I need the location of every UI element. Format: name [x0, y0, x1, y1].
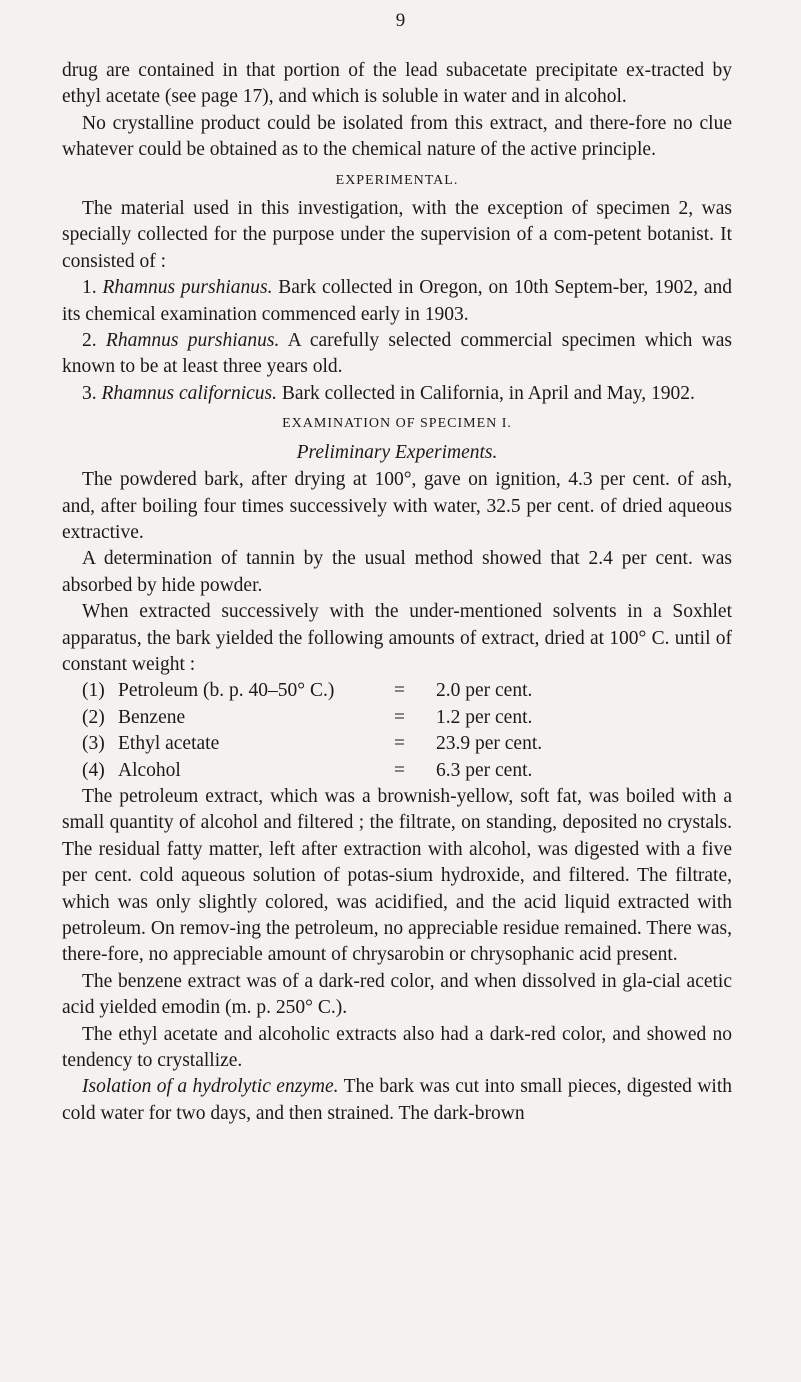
section-run-in-title: Isolation of a hydrolytic enzyme. — [82, 1076, 339, 1098]
yield-row — [82, 678, 542, 704]
yield-equals: = — [394, 680, 405, 702]
paragraph-soxhlet: When extracted successively with the under-mentioned solvents in a Soxhlet apparatus, the bark yielded the following amounts of extract, dried at 100° C. until of constant weight : — [62, 601, 732, 675]
extract-yields-table — [82, 678, 542, 784]
specimen-description: A carefully selected commercial specimen which was known to be at least three years old. — [62, 330, 732, 378]
specimen-description: Bark collected in Oregon, on 10th Septem-ber, 1902, and its chemical examination commenced early in 1903. — [62, 277, 732, 325]
paragraph-no-crystalline: No crystalline product could be isolated from this extract, and there-fore no clue whatever could be obtained as to the chemical nature of the active principle. — [62, 112, 732, 161]
heading-examination-specimen: EXAMINATION OF SPECIMEN I. — [282, 416, 512, 432]
yield-value: 1.2 per cent. — [436, 706, 533, 728]
yield-solvent: Petroleum (b. p. 40–50° C.) — [118, 680, 335, 702]
yield-number: (1) — [82, 680, 105, 702]
yield-solvent: Benzene — [118, 706, 186, 728]
subheading-preliminary: Preliminary Experiments. — [296, 441, 498, 463]
yield-equals: = — [394, 759, 405, 781]
body-text — [62, 58, 732, 1127]
yield-number: (3) — [82, 733, 105, 755]
yield-number: (2) — [82, 706, 105, 728]
yield-row — [82, 758, 542, 784]
paragraph-hydrolytic-enzyme — [62, 1074, 732, 1127]
specimen-number: 1. — [82, 277, 97, 299]
specimen-species: Rhamnus purshianus. — [102, 277, 273, 299]
paragraph-tannin: A determination of tannin by the usual method showed that 2.4 per cent. was absorbed by hide powder. — [62, 548, 732, 596]
yield-value: 6.3 per cent. — [436, 759, 533, 781]
specimen-number: 3. — [82, 382, 97, 404]
paragraph-material: The material used in this investigation, with the exception of specimen 2, was specially collected for the purpose under the supervision of a com-petent botanist. It consisted of : — [62, 198, 732, 272]
specimen-item-3 — [62, 381, 732, 407]
yield-number: (4) — [82, 759, 105, 781]
yield-solvent: Alcohol — [118, 759, 181, 781]
specimen-item-2 — [62, 328, 732, 381]
page-number: 9 — [395, 10, 406, 31]
specimen-number: 2. — [82, 330, 97, 352]
yield-value: 23.9 per cent. — [436, 733, 543, 755]
section-run-in-text: The bark was cut into small pieces, digested with cold water for two days, and then strained. The dark-brown — [62, 1076, 732, 1124]
specimen-item-1 — [62, 275, 732, 328]
paragraph-benzene-extract: The benzene extract was of a dark-red color, and when dissolved in gla-cial acetic acid yielded emodin (m. p. 250° C.). — [62, 970, 732, 1019]
specimen-description: Bark collected in California, in April and May, 1902. — [281, 382, 695, 404]
yield-row — [82, 731, 542, 757]
yield-solvent: Ethyl acetate — [118, 733, 220, 755]
paragraph-continuation: drug are contained in that portion of the lead subacetate precipitate ex-tracted by ethyl acetate (see page 17), and which is soluble in water and in alcohol. — [62, 60, 732, 108]
paragraph-petroleum-extract: The petroleum extract, which was a brownish-yellow, soft fat, was boiled with a small quantity of alcohol and filtered ; the filtrate, on standing, deposited no crystals. The residual fatty matter, left after extraction with alcohol, was digested with a five per cent. cold aqueous solution of potas-sium hydroxide, and filtered. The filtrate, which was only slightly colored, was acidified, and the acid liquid extracted with petroleum. On remov-ing the petroleum, no appreciable residue remained. There was, there-fore, no appreciable amount of chrysarobin or chrysophanic acid present. — [62, 785, 732, 966]
specimen-species: Rhamnus purshianus. — [105, 330, 280, 352]
yield-value: 2.0 per cent. — [436, 680, 533, 702]
yield-equals: = — [394, 733, 405, 755]
heading-experimental: EXPERIMENTAL. — [335, 172, 459, 188]
yield-row — [82, 705, 542, 731]
specimen-species: Rhamnus californicus. — [101, 382, 277, 404]
yield-equals: = — [394, 706, 405, 728]
paragraph-ethyl-acetate-extract: The ethyl acetate and alcoholic extracts also had a dark-red color, and showed no tendency to crystallize. — [62, 1023, 732, 1072]
paragraph-powdered-bark: The powdered bark, after drying at 100°, gave on ignition, 4.3 per cent. of ash, and, after boiling four times successively with water, 32.5 per cent. of dried aqueous extractive. — [62, 469, 732, 543]
